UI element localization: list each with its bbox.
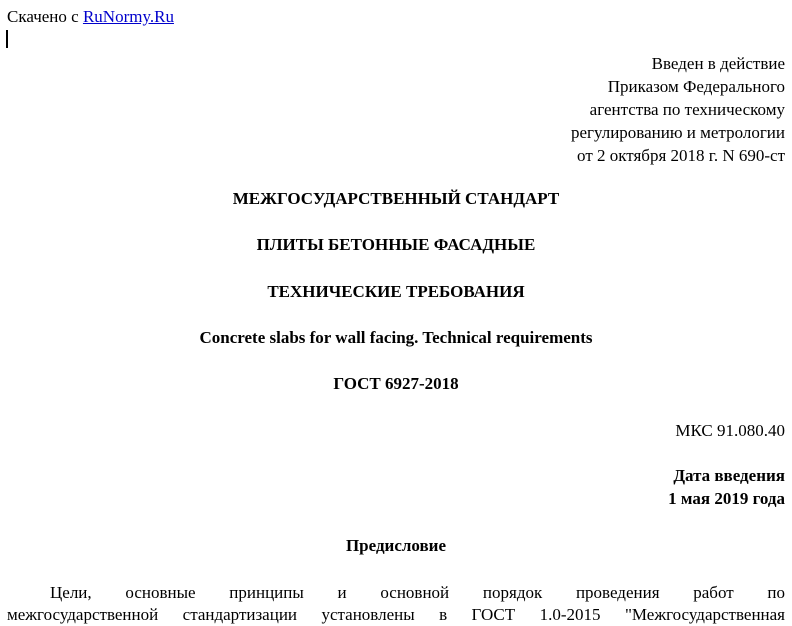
- intro-date-value: 1 мая 2019 года: [668, 489, 785, 508]
- enactment-line-4: регулированию и метрологии: [570, 123, 785, 142]
- enactment-line-2: Приказом Федерального: [607, 77, 785, 96]
- document-title: ПЛИТЫ БЕТОННЫЕ ФАСАДНЫЕ: [256, 235, 536, 254]
- downloaded-label: Скачено с: [7, 7, 83, 26]
- source-line: [7, 7, 174, 27]
- foreword-line-1: Цели, основные принципы и основной порядок проведения работ по: [50, 583, 785, 602]
- enactment-line-3: агентства по техническому: [589, 100, 785, 119]
- english-title: Concrete slabs for wall facing. Technical requirements: [199, 328, 593, 347]
- enactment-block: [571, 52, 785, 167]
- document-subtitle: ТЕХНИЧЕСКИЕ ТРЕБОВАНИЯ: [267, 282, 525, 301]
- enactment-line-5: от 2 октября 2018 г. N 690-ст: [577, 146, 785, 165]
- mks-code: МКС 91.080.40: [675, 421, 785, 440]
- standard-type-heading: МЕЖГОСУДАРСТВЕННЫЙ СТАНДАРТ: [232, 189, 560, 208]
- gost-number: ГОСТ 6927-2018: [333, 374, 459, 393]
- foreword-paragraph: [7, 582, 785, 626]
- foreword-heading: Предисловие: [345, 536, 447, 555]
- enactment-line-1: Введен в действие: [651, 54, 785, 73]
- runormy-link[interactable]: RuNormy.Ru: [82, 7, 174, 26]
- intro-date-label: Дата введения: [673, 466, 785, 485]
- text-cursor: [6, 30, 8, 48]
- foreword-line-2: межгосударственной стандартизации установлены в ГОСТ 1.0-2015 "Межгосударственная: [7, 605, 785, 624]
